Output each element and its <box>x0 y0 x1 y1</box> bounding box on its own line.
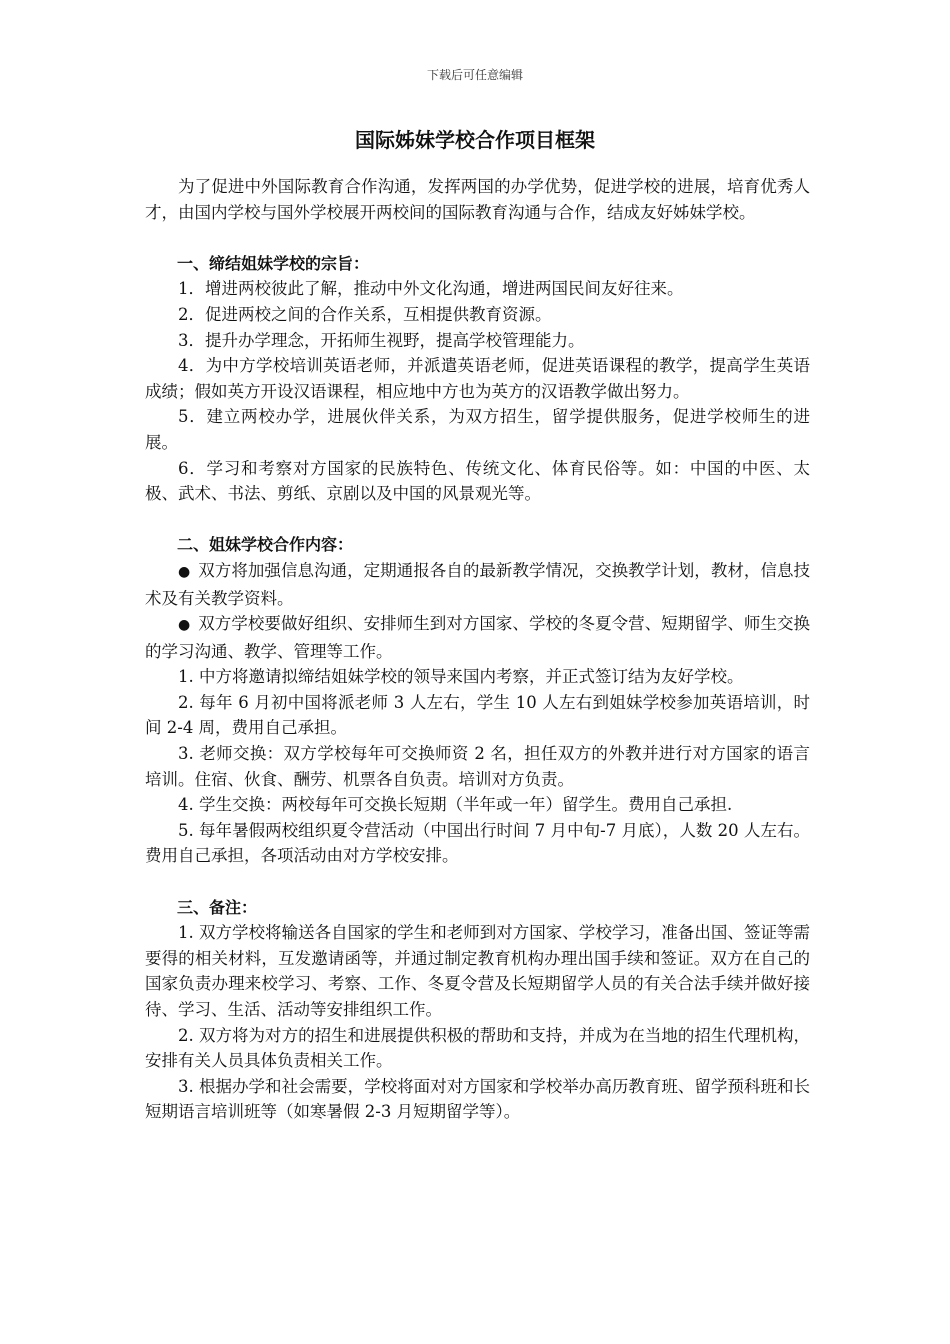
bullet-text: 双方学校要做好组织、安排师生到对方国家、学校的冬夏令营、短期留学、师生交换的学习沟通、教学、管理等工作。 <box>145 614 811 661</box>
section3-item: 3. 根据办学和社会需要，学校将面对对方国家和学校举办高历教育班、留学预科班和长短期语言培训班等（如寒暑假 2-3 月短期留学等）。 <box>145 1076 810 1122</box>
section1-item: 6．学习和考察对方国家的民族特色、传统文化、体育民俗等。如：中国的中医、太极、武术、书法、剪纸、京剧以及中国的风景观光等。 <box>145 458 810 504</box>
bullet-text: 双方将加强信息沟通，定期通报各自的最新教学情况，交换教学计划，教材，信息技术及有关教学资料。 <box>145 560 811 608</box>
section2-item: 5. 每年暑假两校组织夏令营活动（中国出行时间 7 月中旬-7 月底），人数 20 人左右。费用自己承担，各项活动由对方学校安排。 <box>145 820 810 866</box>
section1-item: 1．增进两校彼此了解，推动中外文化沟通，增进两国民间友好往来。 <box>178 279 684 299</box>
document-body <box>145 174 810 1125</box>
section3-item: 2. 双方将为对方的招生和进展提供积极的帮助和支持，并成为在当地的招生代理机构，安排有关人员具体负责相关工作。 <box>145 1025 810 1071</box>
section2-heading: 二、姐妹学校合作内容： <box>177 535 354 555</box>
section1-item: 2．促进两校之间的合作关系，互相提供教育资源。 <box>178 304 552 324</box>
section1-item: 5．建立两校办学，进展伙伴关系，为双方招生，留学提供服务，促进学校师生的进展。 <box>145 407 810 452</box>
page-header: 下载后可任意编辑 <box>426 68 523 82</box>
page-title: 国际姊妹学校合作项目框架 <box>355 128 595 152</box>
section3-item: 1. 双方学校将输送各自国家的学生和老师到对方国家、学校学习，准备出国、签证等需要得的相关材料，互发邀请函等，并通过制定教育机构办理出国手续和签证。双方在自己的国家负责办理来校学习、考察、工作、冬夏令营及长短期留学人员的有关合法手续并做好接待、学习、生活、活动等安排组织工作。 <box>145 923 810 1019</box>
bullet-icon: ● <box>178 617 191 634</box>
section1-heading: 一、缔结姐妹学校的宗旨： <box>177 253 370 273</box>
bullet-icon: ● <box>178 563 191 580</box>
section2-item: 2. 每年 6 月初中国将派老师 3 人左右，学生 10 人左右到姐妹学校参加英语培训，时间 2-4 周，费用自己承担。 <box>145 692 810 738</box>
section1-item: 3．提升办学理念，开拓师生视野，提高学校管理能力。 <box>178 330 585 350</box>
section3-heading: 三、备注： <box>177 897 258 917</box>
spacer <box>145 507 810 533</box>
section2-bullet <box>145 558 810 611</box>
section2-bullet <box>145 611 810 664</box>
section1-item: 4．为中方学校培训英语老师，并派遣英语老师，促进英语课程的教学，提高学生英语成绩；假如英方开设汉语课程，相应地中方也为英方的汉语教学做出努力。 <box>145 356 810 401</box>
section2-item: 4. 学生交换：两校每年可交换长短期（半年或一年）留学生。费用自己承担. <box>178 795 733 815</box>
intro-paragraph: 为了促进中外国际教育合作沟通，发挥两国的办学优势，促进学校的进展，培育优秀人才，由国内学校与国外学校展开两校间的国际教育沟通与合作，结成友好姊妹学校。 <box>145 177 810 222</box>
section2-item: 3. 老师交换：双方学校每年可交换师资 2 名，担任双方的外教并进行对方国家的语言培训。住宿、伙食、酬劳、机票各自负责。培训对方负责。 <box>145 744 810 789</box>
spacer <box>145 225 810 251</box>
spacer <box>145 869 810 895</box>
section2-item: 1. 中方将邀请拟缔结姐妹学校的领导来国内考察，并正式签订结为友好学校。 <box>178 667 744 687</box>
